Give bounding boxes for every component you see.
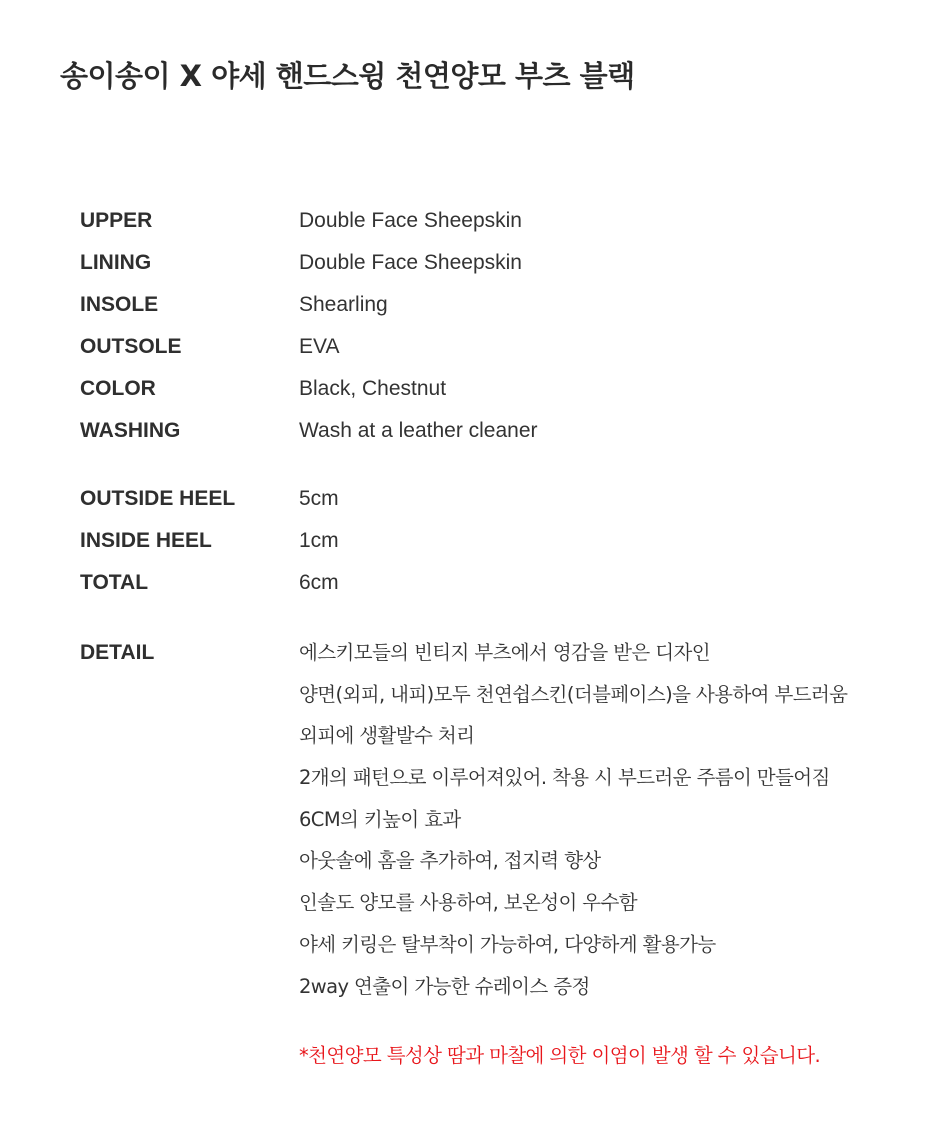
detail-line: 6CM의 키높이 효과 <box>299 807 461 831</box>
spec-row-color <box>80 368 920 410</box>
spec-value: EVA <box>299 335 340 358</box>
spec-row-outsole <box>80 326 920 368</box>
care-notice: *천연양모 특성상 땀과 마찰에 의한 이염이 발생 할 수 있습니다. <box>299 1044 821 1067</box>
spec-value: Double Face Sheepskin <box>299 209 522 232</box>
detail-line: 외피에 생활발수 처리 <box>299 724 475 748</box>
spec-value: Wash at a leather cleaner <box>299 419 538 442</box>
detail-list <box>299 632 847 1007</box>
spec-value: Double Face Sheepskin <box>299 251 522 274</box>
spec-label: OUTSOLE <box>80 335 182 358</box>
spec-value: 5cm <box>299 487 339 510</box>
spec-label: OUTSIDE HEEL <box>80 487 236 510</box>
spec-label: INSIDE HEEL <box>80 529 212 552</box>
detail-label: DETAIL <box>80 641 155 664</box>
spec-value: Shearling <box>299 293 388 316</box>
spec-label: LINING <box>80 251 152 274</box>
spec-value: 6cm <box>299 571 339 594</box>
spec-row-upper <box>80 200 920 242</box>
spec-label: COLOR <box>80 377 156 400</box>
spec-value: Black, Chestnut <box>299 377 447 400</box>
spec-label: WASHING <box>80 419 181 442</box>
detail-line: 아웃솔에 홈을 추가하여, 접지력 향상 <box>299 849 601 873</box>
spec-table <box>80 200 920 604</box>
spec-label: TOTAL <box>80 571 149 594</box>
detail-section <box>80 632 940 1007</box>
detail-line: 2개의 패턴으로 이루어져있어. 착용 시 부드러운 주름이 만들어짐 <box>299 766 830 790</box>
product-title: 송이송이 X 야세 핸드스윙 천연양모 부츠 블랙 <box>60 59 635 93</box>
detail-line: 인솔도 양모를 사용하여, 보온성이 우수함 <box>299 891 638 915</box>
spec-row-outside-heel <box>80 478 920 520</box>
detail-line: 양면(외피, 내피)모두 천연쉽스킨(더블페이스)을 사용하여 부드러움 <box>299 682 848 706</box>
spec-row-inside-heel <box>80 520 920 562</box>
spec-row-washing <box>80 410 920 452</box>
spec-label: UPPER <box>80 209 153 232</box>
spec-label: INSOLE <box>80 293 159 316</box>
detail-line: 에스키모들의 빈티지 부츠에서 영감을 받은 디자인 <box>299 641 710 664</box>
detail-line: 야세 키링은 탈부착이 가능하여, 다양하게 활용가능 <box>299 932 716 956</box>
detail-line: 2way 연출이 가능한 슈레이스 증정 <box>299 974 590 998</box>
spec-value: 1cm <box>299 529 339 552</box>
spec-group-spacer <box>80 452 920 478</box>
spec-row-total <box>80 562 920 604</box>
spec-row-lining <box>80 242 920 284</box>
spec-row-insole <box>80 284 920 326</box>
